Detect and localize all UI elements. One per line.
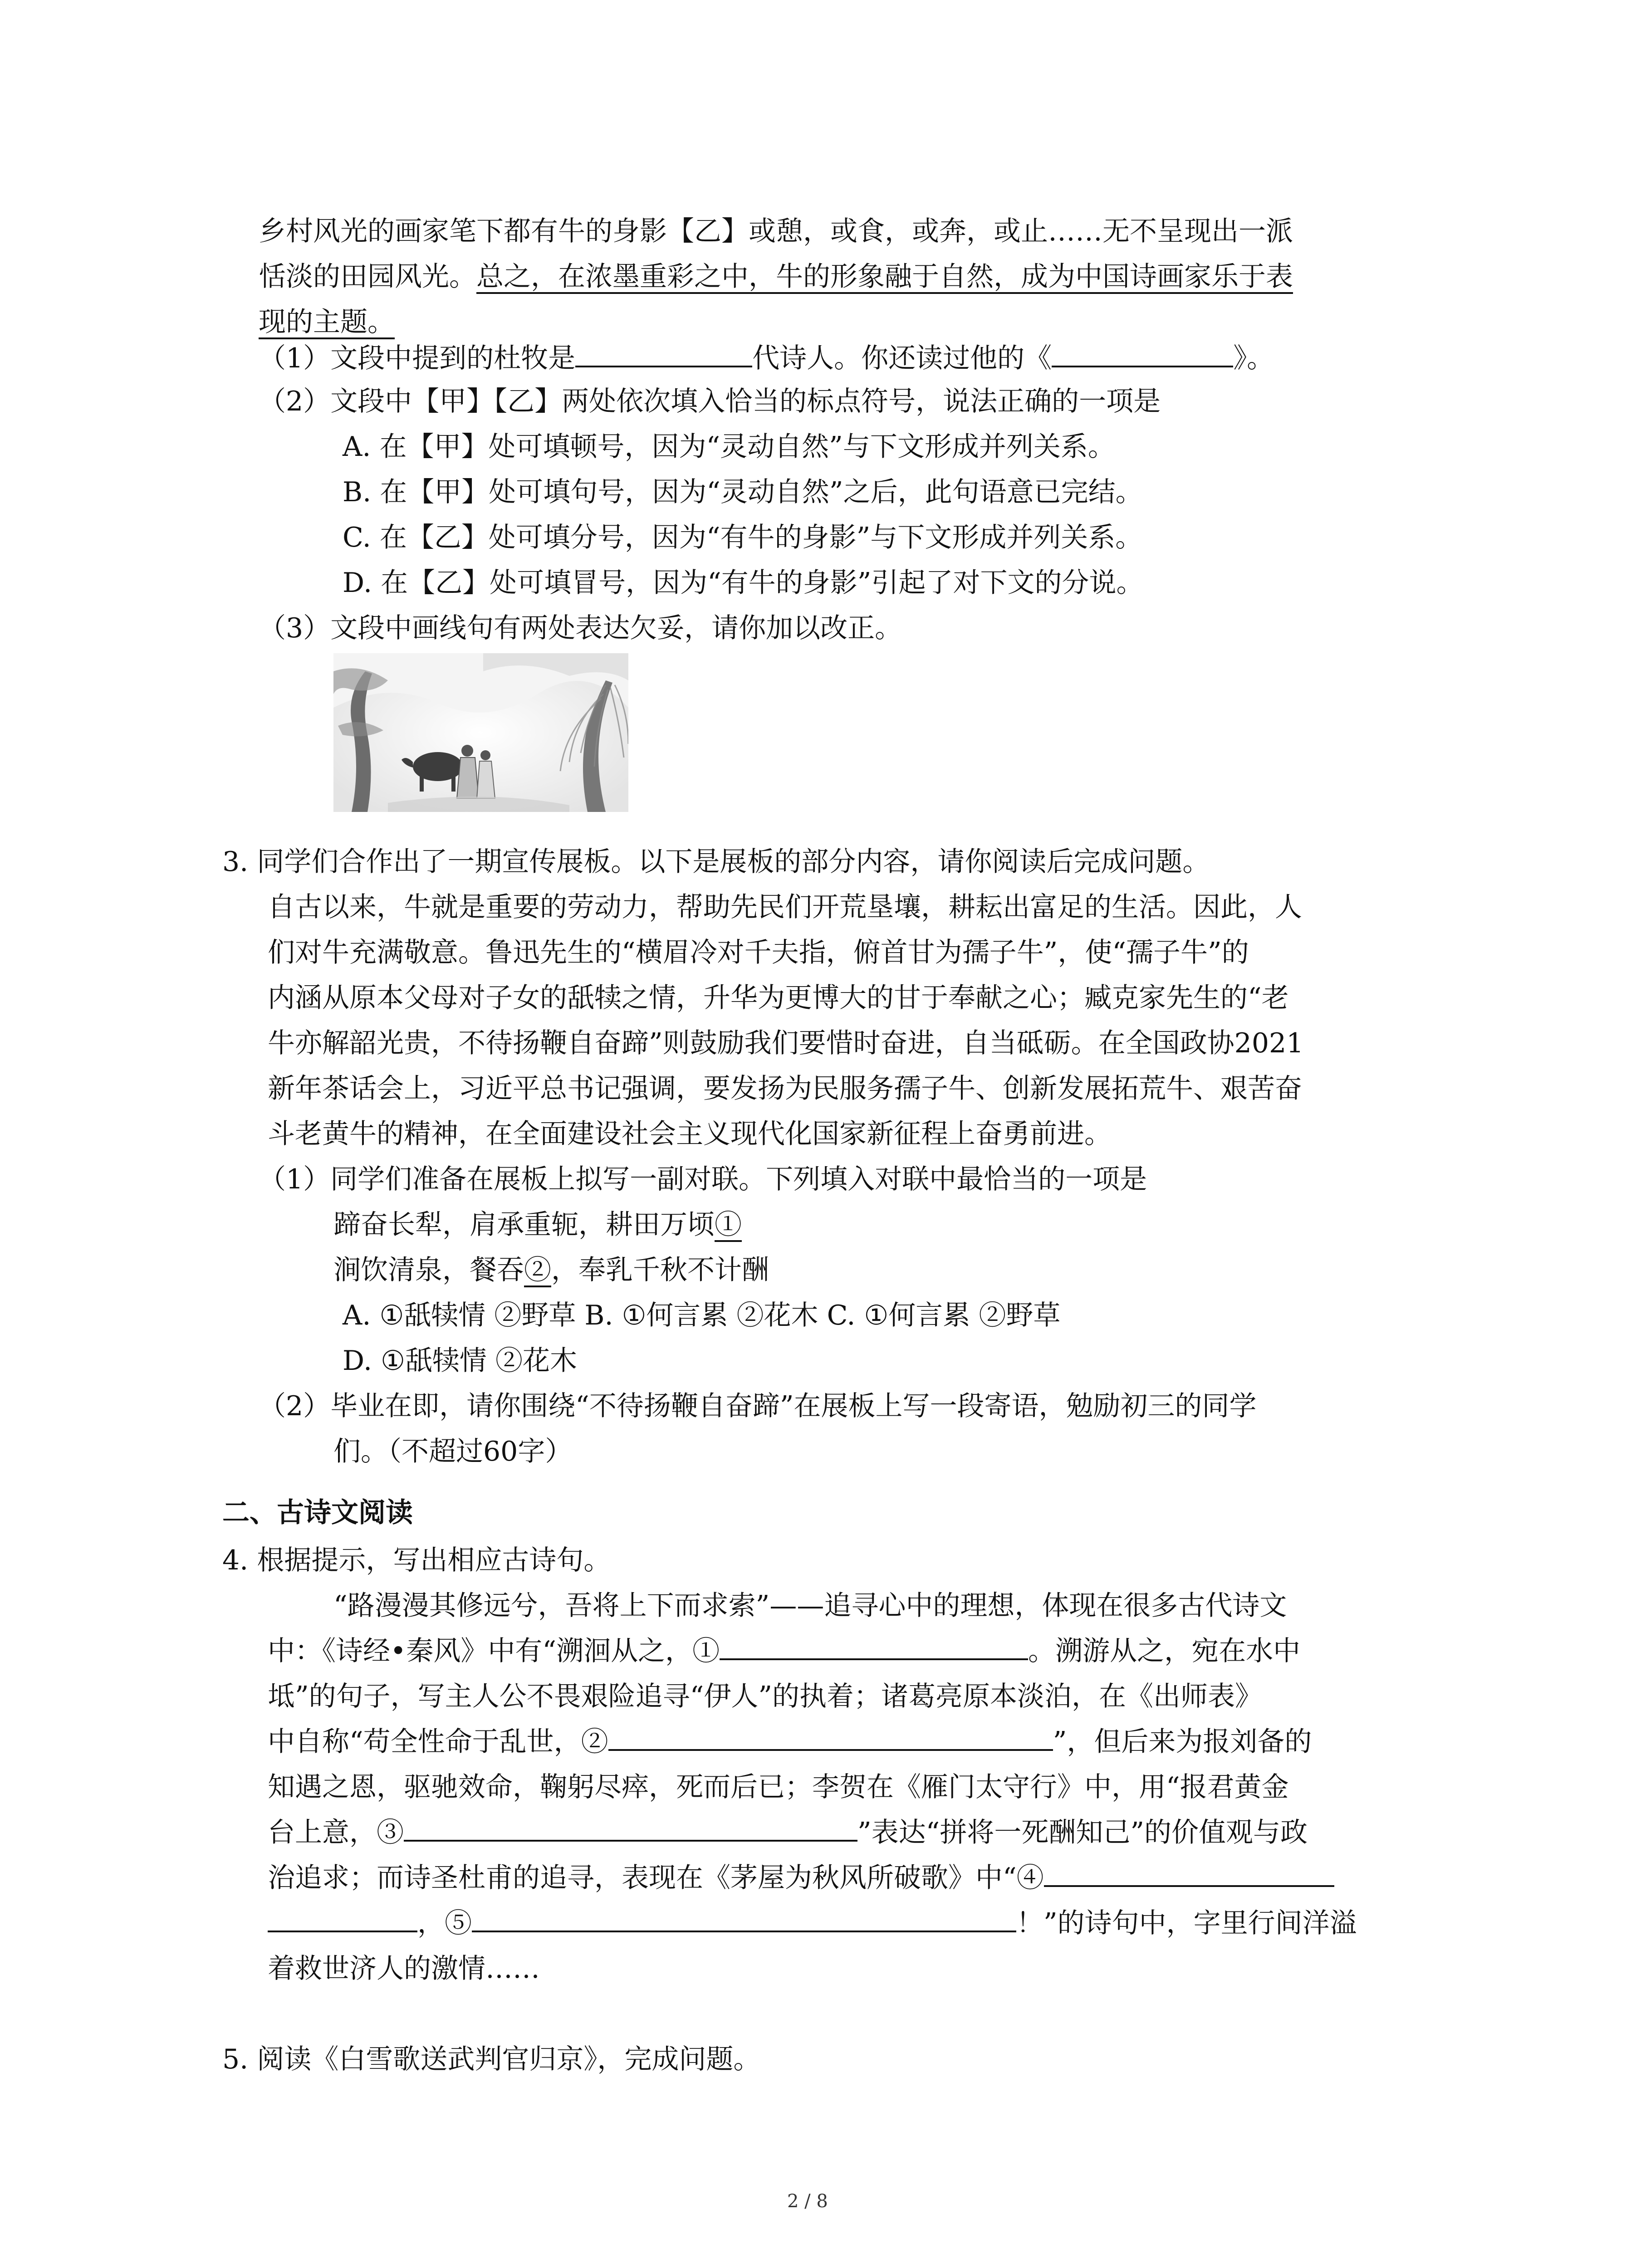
q2-sub1 [259, 336, 1274, 381]
q3-option-d: D. ①舐犊情 ②花木 [343, 1345, 577, 1377]
answer-blank-4b[interactable] [268, 1903, 417, 1932]
q3-board-line-1: 自古以来，牛就是重要的劳动力，帮助先民们开荒垦壤，耕耘出富足的生活。因此，人 [268, 891, 1302, 923]
q4-text: ”，但后来为报刘备的 [1053, 1726, 1312, 1758]
q4-text: 中：《诗经•秦风》中有“溯洄从之，① [268, 1635, 720, 1667]
q4-line-8 [268, 1901, 1357, 1946]
couplet-blank-2[interactable]: ② [524, 1254, 551, 1286]
answer-blank-5[interactable] [472, 1903, 1016, 1932]
q4-line-2 [268, 1628, 1300, 1674]
q3-board-line-2: 们对牛充满敬意。鲁迅先生的“横眉冷对千夫指，俯首甘为孺子牛”，使“孺子牛”的 [268, 937, 1249, 968]
q3-sub2: （2）毕业在即，请你围绕“不待扬鞭自奋蹄”在展板上写一段寄语，勉励初三的同学 [259, 1390, 1257, 1422]
couplet-text-end: ，奉乳千秋不计酬 [551, 1254, 769, 1286]
section-heading: 二、古诗文阅读 [222, 1497, 413, 1529]
q2-option-c: C. 在【乙】处可填分号，因为“有牛的身影”与下文形成并列关系。 [343, 522, 1143, 553]
q2-option-a: A. 在【甲】处可填顿号，因为“灵动自然”与下文形成并列关系。 [343, 431, 1115, 463]
passage-line-1: 乡村风光的画家笔下都有牛的身影【乙】或憩，或食，或奔，或止……无不呈现出一派 [259, 215, 1293, 247]
ink-painting-icon [333, 653, 628, 812]
q3-sub1: （1）同学们准备在展板上拟写一副对联。下列填入对联中最恰当的一项是 [259, 1163, 1147, 1195]
q4-text: 中自称“苟全性命于乱世，② [268, 1726, 608, 1758]
underlined-sentence-end: 现的主题。 [259, 306, 395, 338]
q5-intro: 5. 阅读《白雪歌送武判官归京》，完成问题。 [222, 2043, 761, 2075]
q4-line-5: 知遇之恩，驱驰效命，鞠躬尽瘁，死而后已；李贺在《雁门太守行》中，用“报君黄金 [268, 1771, 1289, 1803]
q4-text: ”表达“拼将一死酬知己”的价值观与政 [857, 1817, 1308, 1848]
couplet-line-2 [333, 1247, 769, 1293]
couplet-text: 蹄奋长犁，肩承重轭，耕田万顷 [333, 1209, 715, 1241]
q4-line-7 [268, 1855, 1334, 1901]
q3-options-abc: A. ①舐犊情 ②野草 B. ①何言累 ②花木 C. ①何言累 ②野草 [343, 1300, 1061, 1331]
passage-text: 恬淡的田园风光。 [259, 261, 476, 293]
q4-line-3: 坻”的句子，写主人公不畏艰险追寻“伊人”的执着；诸葛亮原本淡泊，在《出师表》 [268, 1681, 1263, 1712]
q2-sub3: （3）文段中画线句有两处表达欠妥，请你加以改正。 [259, 612, 902, 644]
answer-blank-dynasty[interactable] [575, 338, 752, 367]
couplet-line-1 [333, 1202, 742, 1247]
ink-painting-image [333, 653, 628, 812]
q2-sub1-text: （1）文段中提到的杜牧是 [259, 342, 576, 374]
answer-blank-4a[interactable] [1044, 1858, 1334, 1887]
q4-text: 治追求；而诗圣杜甫的追寻，表现在《茅屋为秋风所破歌》中“④ [268, 1862, 1044, 1894]
couplet-text: 涧饮清泉，餐吞 [333, 1254, 524, 1286]
q4-line-9: 着救世济人的激情…… [268, 1953, 540, 1984]
q4-text: 台上意，③ [268, 1817, 404, 1848]
q2-sub2: （2）文段中【甲】【乙】两处依次填入恰当的标点符号，说法正确的一项是 [259, 386, 1161, 417]
q3-board-line-3: 内涵从原本父母对子女的舐犊之情，升华为更博大的甘于奉献之心；臧克家先生的“老 [268, 982, 1289, 1014]
answer-blank-2[interactable] [608, 1722, 1053, 1751]
q2-sub1-text-3: 》。 [1233, 342, 1274, 374]
q4-text: ！”的诗句中，字里行间洋溢 [1016, 1907, 1357, 1939]
answer-blank-work[interactable] [1052, 338, 1233, 367]
answer-blank-1[interactable] [720, 1631, 1028, 1660]
answer-blank-3[interactable] [404, 1813, 857, 1842]
underlined-sentence: 总之，在浓墨重彩之中，牛的形象融于自然，成为中国诗画家乐于表 [476, 261, 1293, 293]
q3-intro: 3. 同学们合作出了一期宣传展板。以下是展板的部分内容，请你阅读后完成问题。 [222, 846, 1210, 878]
q4-line-6 [268, 1810, 1308, 1855]
q2-option-b: B. 在【甲】处可填句号，因为“灵动自然”之后，此句语意已完结。 [343, 476, 1143, 508]
q4-line-4 [268, 1719, 1312, 1765]
q3-board-line-6: 斗老黄牛的精神，在全面建设社会主义现代化国家新征程上奋勇前进。 [268, 1118, 1112, 1150]
q4-intro: 4. 根据提示，写出相应古诗句。 [222, 1545, 611, 1576]
q3-sub2-cont: 们。（不超过60字） [333, 1436, 573, 1467]
page-number: 2 / 8 [787, 2191, 828, 2212]
q3-board-line-5: 新年茶话会上，习近平总书记强调，要发扬为民服务孺子牛、创新发展拓荒牛、艰苦奋 [268, 1073, 1302, 1105]
q2-sub1-text-2: 代诗人。你还读过他的《 [752, 342, 1052, 374]
q3-board-line-4: 牛亦解韶光贵，不待扬鞭自奋蹄”则鼓励我们要惜时奋进，自当砥砺。在全国政协2021 [268, 1027, 1304, 1059]
q4-text: ，⑤ [417, 1907, 472, 1939]
q2-option-d: D. 在【乙】处可填冒号，因为“有牛的身影”引起了对下文的分说。 [343, 567, 1144, 599]
q4-text: 。溯游从之，宛在水中 [1028, 1635, 1301, 1667]
couplet-blank-1[interactable]: ① [715, 1209, 742, 1241]
passage-line-2 [259, 254, 1293, 299]
q4-line-1: “路漫漫其修远兮，吾将上下而求索”——追寻心中的理想，体现在很多古代诗文 [333, 1590, 1287, 1622]
